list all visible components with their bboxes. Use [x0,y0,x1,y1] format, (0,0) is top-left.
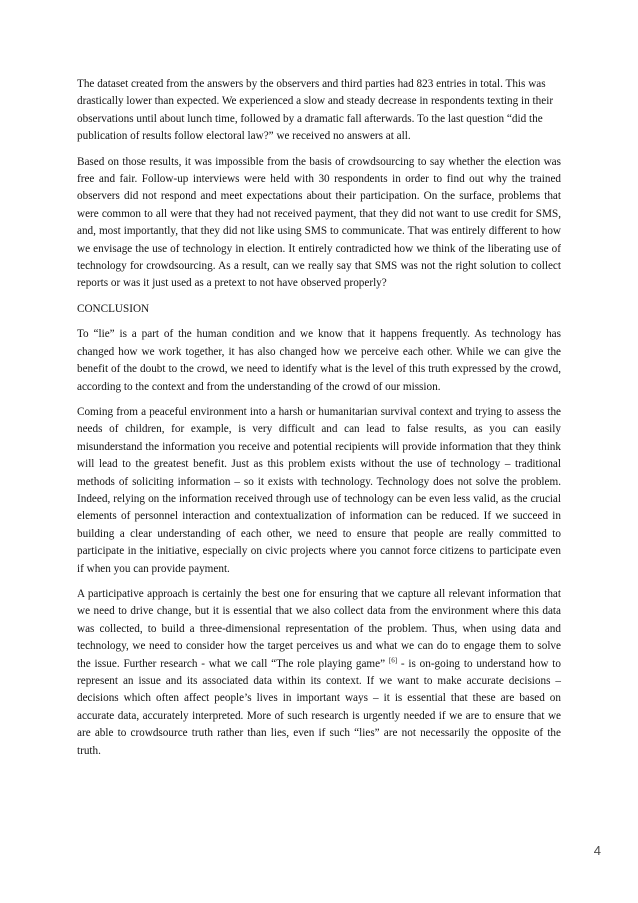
page-body [77,76,561,768]
paragraph-text-part-1: A participative approach is certainly the best one for ensuring that we capture all relevant information that we need to drive change, but it is essential that we also collect data from the environment where this data was collected, to build a three-dimensional representation of the problem. Thus, when using data and technology, we need to consider how the target perceives us and what we can do to engage them to solve the issue. Further research - what we call “The role playing game” [77,587,561,670]
citation-reference: [6] [388,655,398,664]
paragraph-human-condition: To “lie” is a part of the human condition and we know that it happens frequently. As technology has changed how we work together, it has also changed how we perceive each other. While we can give the benefit of the doubt to the crowd, we need to identify what is the level of this truth expressed by the crowd, according to the context and from the understanding of the crowd of our mission. [77,328,561,393]
paragraph-election-analysis: Based on those results, it was impossible from the basis of crowdsourcing to say whether the election was free and fair. Follow-up interviews were held with 30 respondents in order to find out why the trained observers did not respond and meet expectations about their participation. On the surface, problems that were common to all were that they had not received payment, that they did not want to use credit for SMS, and, most importantly, that they did not like using SMS to communicate. That was entirely different to how we envisage the use of technology in election. It entirely contradicted how we think of the liberating use of technology for crowdsourcing. As a result, can we really say that SMS was not the right solution to collect reports or was it just used as a pretext to not have observed properly? [77,155,561,290]
paragraph-participative-approach [77,586,561,760]
page-number: 4 [593,843,601,858]
paragraph-technology-context: Coming from a peaceful environment into a harsh or humanitarian survival context and trying to assess the needs of children, for example, is very difficult and can lead to false results, as you can easily misunderstand the information you receive and potential recipients will provide information that they think will lead to the greatest benefit. Just as this problem exists without the use of technology – traditional methods of soliciting information – so it exists with technology. Technology does not solve the problem. Indeed, relying on the information received through use of technology can be even less valid, as the crucial elements of personnel interaction and contextualization of information can be reduced. If we succeed in building a clear understanding of each other, we need to ensure that people are really committed to participate in the initiative, especially on civic projects where you cannot force citizens to participate even if when you can provide payment. [77,405,561,575]
paragraph-dataset-results: The dataset created from the answers by the observers and third parties had 823 entries in total. This was drastically lower than expected. We experienced a slow and steady decrease in respondents texting in their observations until about lunch time, followed by a dramatic fall afterwards. To the last question “did the publication of results follow electoral law?” we received no answers at all. [77,78,554,143]
paragraph-text-part-2: - is on-going to understand how to represent an issue and its associated data within its context. If we want to make accurate decisions – decisions which often affect people’s lives in important ways – it is essential that these are based on accurate data, accurately interpreted. More of such research is urgently needed if we are to ensure that we are able to crowdsource truth rather than lies, even if such “lies” are not necessarily the opposite of the truth. [77,657,562,757]
section-heading-conclusion: CONCLUSION [77,302,150,315]
